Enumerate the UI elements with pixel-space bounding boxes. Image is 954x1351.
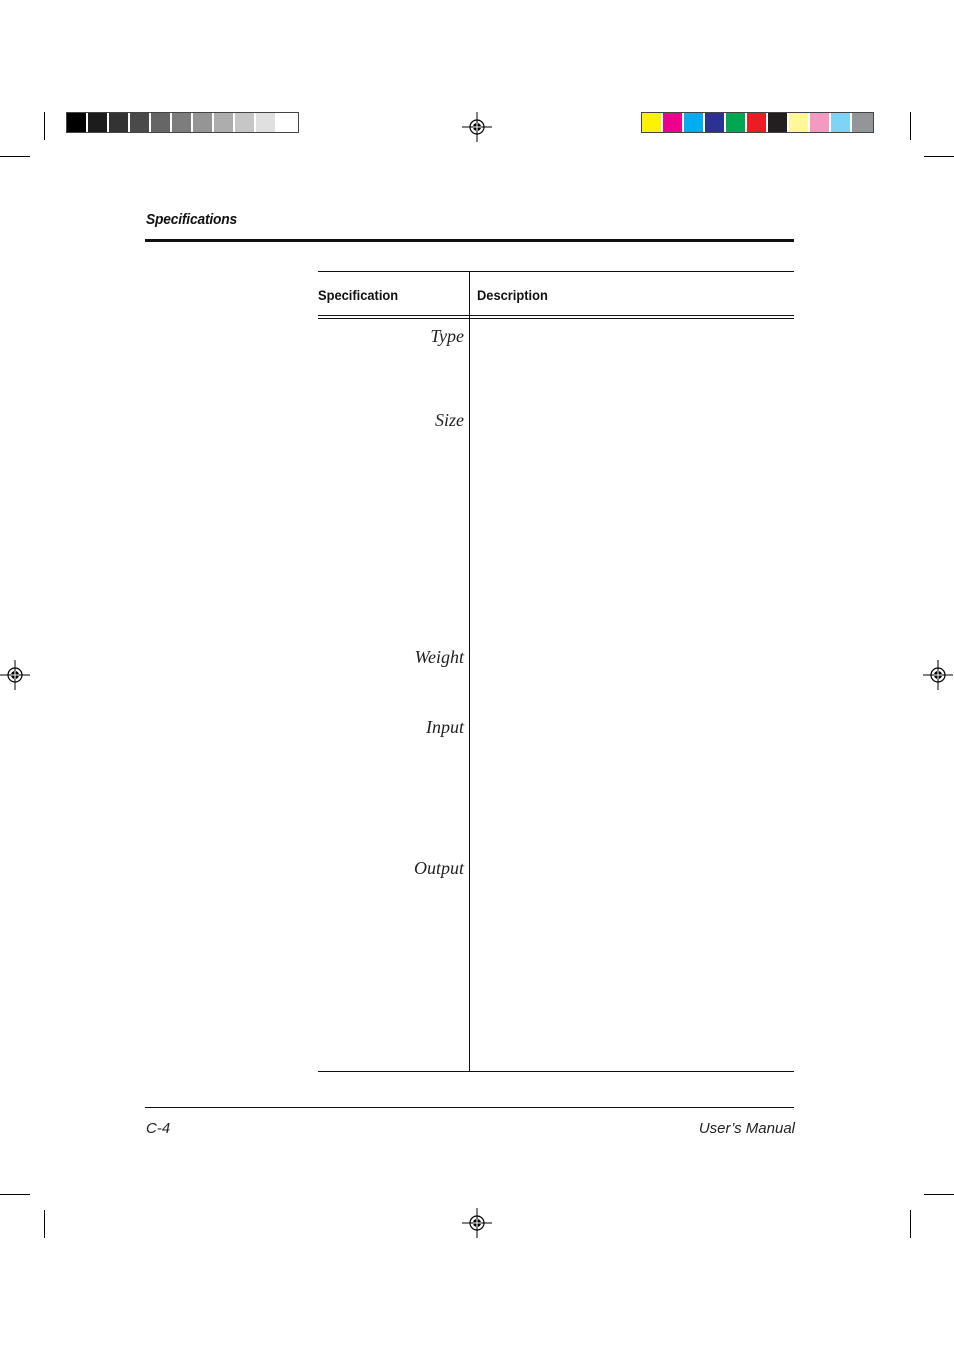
running-header: Specifications <box>146 211 237 228</box>
color-swatch <box>88 113 109 132</box>
row-label-type: Type <box>430 326 464 346</box>
specification-table <box>318 271 794 1072</box>
color-swatch <box>726 113 747 132</box>
table-header-rule <box>318 318 794 319</box>
color-swatch <box>193 113 214 132</box>
process-color-bar <box>641 112 874 133</box>
column-header-specification: Specification <box>318 287 399 303</box>
row-label-input: Input <box>426 717 464 737</box>
color-swatch <box>235 113 256 132</box>
color-swatch <box>747 113 768 132</box>
header-rule <box>145 239 794 242</box>
color-swatch <box>67 113 88 132</box>
manual-title: User’s Manual <box>698 1120 795 1137</box>
registration-mark-icon <box>923 660 953 690</box>
crop-mark <box>44 112 45 140</box>
column-header-description: Description <box>477 287 548 303</box>
crop-mark <box>910 112 911 140</box>
registration-mark-icon <box>0 660 30 690</box>
color-swatch <box>642 113 663 132</box>
color-swatch <box>172 113 193 132</box>
crop-mark <box>910 1210 911 1238</box>
color-swatch <box>256 113 277 132</box>
crop-mark <box>44 1210 45 1238</box>
color-swatch <box>109 113 130 132</box>
color-swatch <box>705 113 726 132</box>
footer-rule <box>145 1107 794 1108</box>
row-label-weight: Weight <box>414 647 464 667</box>
page-number: C-4 <box>146 1120 171 1137</box>
crop-mark <box>924 156 954 157</box>
grayscale-color-bar <box>66 112 299 133</box>
color-swatch <box>663 113 684 132</box>
color-swatch <box>277 113 298 132</box>
crop-mark <box>0 1194 30 1195</box>
table-header-rule <box>318 315 794 316</box>
color-swatch <box>768 113 789 132</box>
color-swatch <box>130 113 151 132</box>
color-swatch <box>789 113 810 132</box>
color-swatch <box>831 113 852 132</box>
color-swatch <box>151 113 172 132</box>
table-column-divider <box>469 271 470 1072</box>
crop-mark <box>924 1194 954 1195</box>
row-label-output: Output <box>413 858 464 878</box>
crop-mark <box>0 156 30 157</box>
registration-mark-icon <box>462 1208 492 1238</box>
color-swatch <box>810 113 831 132</box>
row-label-size: Size <box>435 410 464 430</box>
color-swatch <box>684 113 705 132</box>
color-swatch <box>214 113 235 132</box>
registration-mark-icon <box>462 112 492 142</box>
color-swatch <box>852 113 873 132</box>
table-top-rule <box>318 271 794 272</box>
table-bottom-rule <box>318 1071 794 1072</box>
